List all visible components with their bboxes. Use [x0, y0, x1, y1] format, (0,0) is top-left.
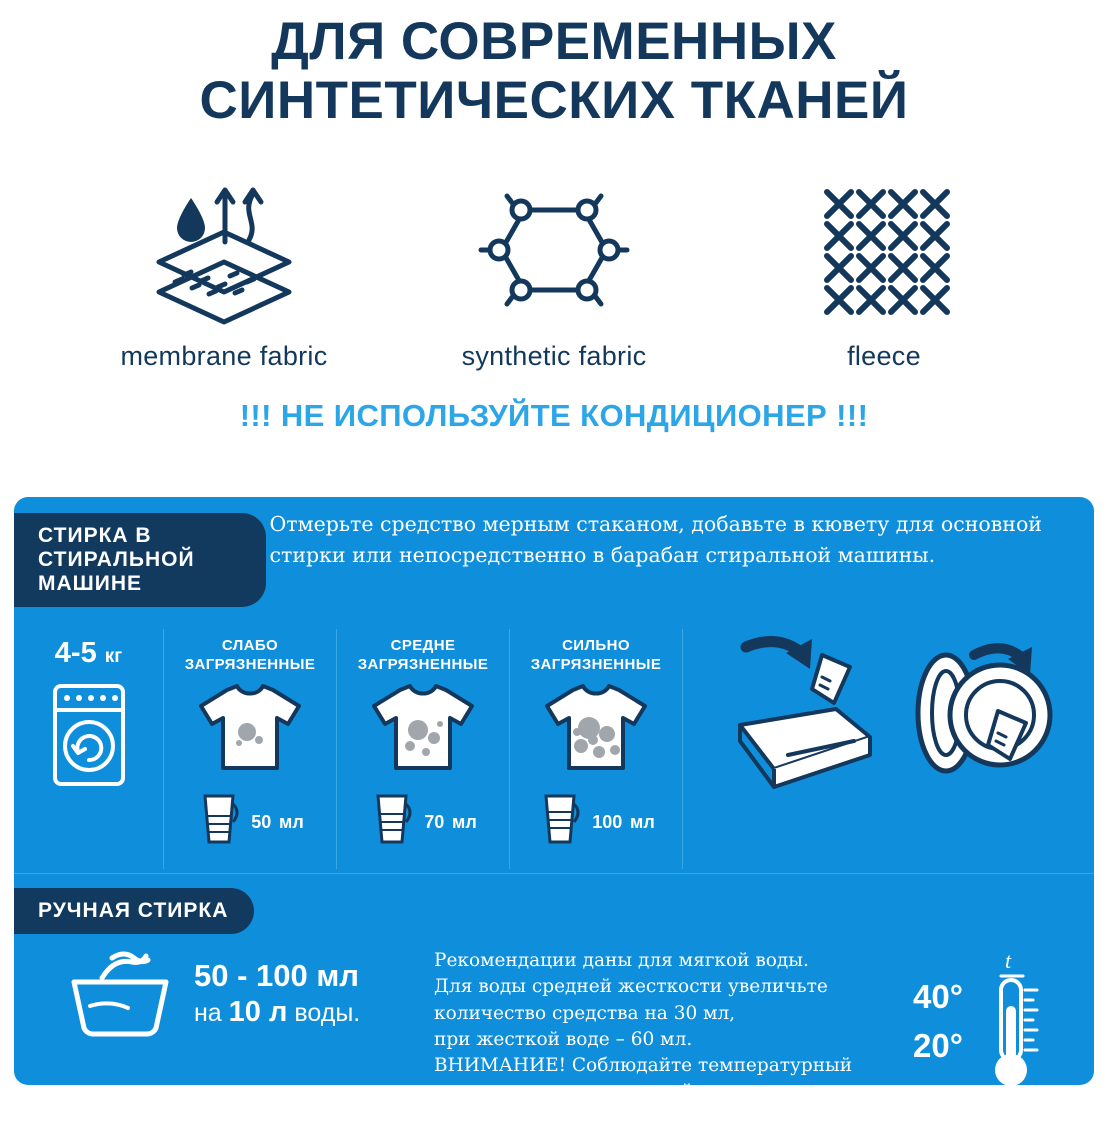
machine-wash-header — [14, 497, 1094, 607]
hand-wash-per-value: 10 л — [228, 995, 288, 1028]
hand-wash-note — [434, 944, 864, 1132]
machine-wash-instruction: Отмерьте средство мерным стаканом, добавьте в кювету для основной стирки или непосредственно в барабан стиральной машины. — [269, 512, 1042, 567]
page-title — [0, 0, 1108, 131]
no-conditioner-warning: !!! НЕ ИСПОЛЬЗУЙТЕ КОНДИЦИОНЕР !!! — [239, 397, 869, 433]
dosage-column-light — [164, 629, 337, 869]
load-weight-value: 4-5 — [54, 637, 97, 669]
note-line-3: количество средства на 30 мл, — [434, 1002, 736, 1024]
dose-unit-medium: мл — [452, 812, 477, 832]
hand-wash-amount: 50 - 100 мл — [194, 957, 359, 993]
tshirt-light-icon — [164, 675, 336, 780]
washing-instructions-panel — [14, 497, 1094, 1129]
note-line-1: Рекомендации даны для мягкой воды. — [434, 950, 809, 971]
headline-line-2: СИНТЕТИЧЕСКИХ ТКАНЕЙ — [199, 71, 909, 131]
washing-machine-icon — [14, 680, 163, 790]
note-line-2: Для воды средней жесткости увеличьте — [434, 976, 828, 998]
dosage-row — [14, 607, 1094, 872]
dose-amount-medium: 70 — [424, 812, 445, 832]
fleece-fabric-icon — [754, 165, 1014, 335]
fabric-item-membrane — [94, 165, 354, 372]
measuring-cup-icon — [196, 790, 242, 848]
fabric-label-membrane: membrane fabric — [120, 340, 328, 371]
detergent-drawer-icon — [726, 629, 876, 799]
dose-unit-heavy: мл — [630, 812, 655, 832]
note-line-5: ВНИМАНИЕ! Соблюдайте температурный — [434, 1055, 853, 1077]
hand-wash-per-prefix: на — [194, 998, 222, 1027]
fabric-item-synthetic — [424, 165, 684, 372]
soil-label-heavy-1: СИЛЬНО — [562, 637, 630, 654]
note-line-4: при жесткой воде – 60 мл. — [434, 1028, 693, 1050]
temp-max-value: 40° — [913, 977, 963, 1015]
note-line-6: режим стирки, указанный на ярлычках изделия. — [434, 1081, 824, 1129]
headline-line-1: ДЛЯ СОВРЕМЕННЫХ — [271, 12, 837, 71]
svg-text:t: t — [1004, 948, 1012, 973]
soil-label-medium-2: ЗАГРЯЗНЕННЫЕ — [357, 655, 489, 673]
load-weight-unit: кг — [104, 646, 123, 667]
soil-label-medium-1: СРЕДНЕ — [390, 637, 456, 654]
dose-amount-light: 50 — [251, 812, 272, 832]
fabric-types-row — [0, 165, 1108, 372]
dose-unit-light: мл — [279, 812, 304, 832]
soil-label-light-1: СЛАБО — [221, 637, 279, 654]
dosage-column-heavy — [510, 629, 683, 869]
measuring-cup-icon — [369, 790, 415, 848]
membrane-fabric-icon — [94, 165, 354, 335]
load-weight-column — [14, 629, 164, 869]
measuring-cup-icon — [537, 790, 583, 848]
soil-label-light-2: ЗАГРЯЗНЕННЫЕ — [184, 655, 316, 673]
temp-min-value: 20° — [913, 1027, 963, 1064]
dose-amount-heavy: 100 — [592, 812, 623, 832]
temperature-group — [864, 944, 1094, 1096]
thermometer-icon — [975, 946, 1045, 1096]
hand-wash-icon — [60, 944, 180, 1044]
fabric-label-fleece: fleece — [847, 340, 921, 371]
tshirt-medium-icon — [337, 675, 509, 780]
fabric-item-fleece — [754, 165, 1014, 372]
fabric-label-synthetic: synthetic fabric — [461, 340, 647, 371]
drum-pour-icon — [902, 629, 1052, 799]
hand-wash-section — [14, 873, 1094, 1129]
dosage-column-medium — [337, 629, 510, 869]
synthetic-fabric-icon — [424, 165, 684, 335]
hand-wash-per-suffix: воды. — [294, 998, 361, 1027]
hand-wash-tag: РУЧНАЯ СТИРКА — [14, 888, 254, 934]
tshirt-heavy-icon — [510, 675, 682, 780]
soil-label-heavy-2: ЗАГРЯЗНЕННЫЕ — [530, 655, 662, 673]
pouring-illustrations — [683, 629, 1094, 829]
machine-wash-tag: СТИРКА В СТИРАЛЬНОЙ МАШИНЕ — [14, 513, 266, 607]
